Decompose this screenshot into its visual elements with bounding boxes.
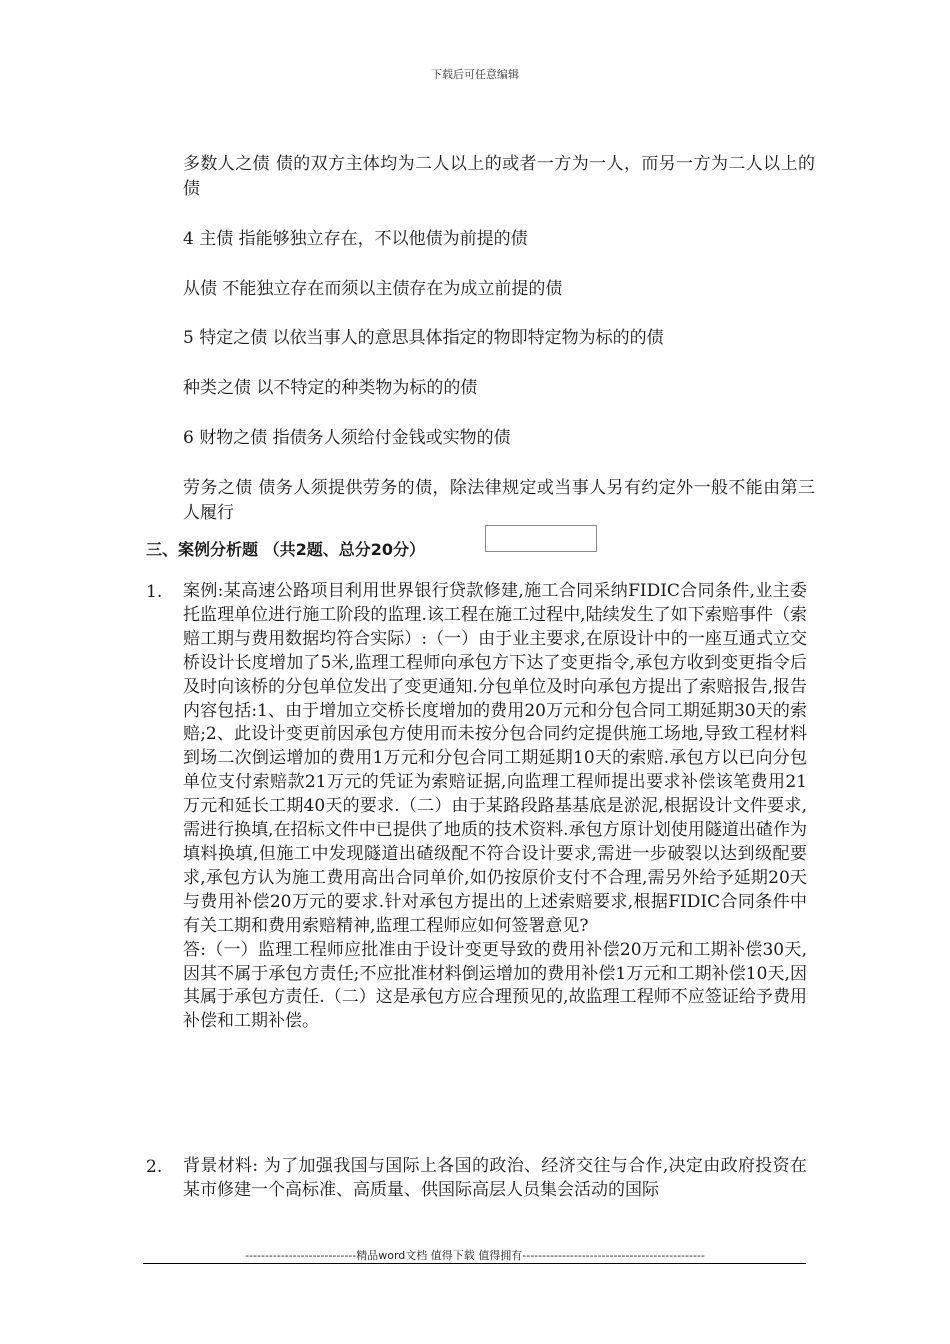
score-input-box[interactable] bbox=[485, 525, 597, 552]
case-1-answer: 答:（一）监理工程师应批准由于设计变更导致的费用补偿20万元和工期补偿30天,因其不属于承包方责任;不应批准材料倒运增加的费用补偿1万元和工期补偿10天,因其属于承包方责任.（二）这是承包方应合理预见的,故监理工程师不应签证给予费用补偿和工期补偿。 bbox=[183, 939, 807, 1032]
definition-specific-debt: 5 特定之债 以依当事人的意思具体指定的物即特定物为标的的债 bbox=[183, 328, 664, 348]
page-footer-text: ----------------------------精品word文档 值得下载 值得拥有---------------------------------------------- bbox=[245, 1249, 705, 1262]
case-2-question: 背景材料: 为了加强我国与国际上各国的政治、经济交往与合作,决定由政府投资在某市修建一个高标准、高质量、供国际高层人员集会活动的国际 bbox=[183, 1156, 807, 1200]
case-2-number: 2. bbox=[146, 1157, 163, 1177]
case-2-body bbox=[183, 1155, 807, 1203]
case-1-body bbox=[183, 580, 807, 1034]
definition-multi-party-debt: 多数人之债 债的双方主体均为二人以上的或者一方为一人，而另一方为二人以上的债 bbox=[183, 154, 815, 199]
case-1-question: 案例:某高速公路项目利用世界银行贷款修建,施工合同采纳FIDIC合同条件,业主委托监理单位进行施工阶段的监理.该工程在施工过程中,陆续发生了如下索赔事件（索赔工期与费用数据均符合实际）:（一）由于业主要求,在原设计中的一座互通式立交桥设计长度增加了5米,监理工程师向承包方下达了变更指令,承包方收到变更指令后及时向该桥的分包单位发出了变更通知.分包单位及时向承包方提出了索赔报告,报告内容包括:1、由于增加立交桥长度增加的费用20万元和分包合同工期延期30天的索赔;2、此设计变更前因承包方使用而未按分包合同约定提供施工场地,导致工程材料到场二次倒运增加的费用1万元和分包合同工期延期10天的索赔.承包方以已向分包单位支付索赔款21万元的凭证为索赔证据,向监理工程师提出要求补偿该笔费用21万元和延长工期40天的要求.（二）由于某路段路基基底是淤泥,根据设计文件要求,需进行换填,在招标文件中已提供了地质的技术资料.承包方原计划使用隧道出碴作为填料换填,但施工中发现隧道出碴级配不符合设计要求,需进一步破裂以达到级配要求,承包方认为施工费用高出合同单价,如仍按原价支付不合理,需另外给予延期20天与费用补偿20万元的要求.针对承包方提出的上述索赔要求,根据FIDIC合同条件中有关工期和费用索赔精神,监理工程师应如何签署意见? bbox=[183, 581, 807, 936]
page-header-note: 下载后可任意编辑 bbox=[431, 68, 519, 81]
definition-property-debt: 6 财物之债 指债务人须给付金钱或实物的债 bbox=[183, 428, 511, 448]
section-title: 三、案例分析题 （共2题、总分20分） bbox=[146, 540, 425, 559]
definition-principal-debt: 4 主债 指能够独立存在，不以他债为前提的债 bbox=[183, 229, 528, 249]
case-1-number: 1. bbox=[146, 582, 163, 602]
definition-labor-debt: 劳务之债 债务人须提供劳务的债，除法律规定或当事人另有约定外一般不能由第三人履行 bbox=[183, 478, 815, 523]
definition-generic-debt: 种类之债 以不特定的种类物为标的的债 bbox=[183, 378, 478, 398]
definition-accessory-debt: 从债 不能独立存在而须以主债存在为成立前提的债 bbox=[183, 279, 563, 299]
footer-divider bbox=[143, 1263, 806, 1264]
